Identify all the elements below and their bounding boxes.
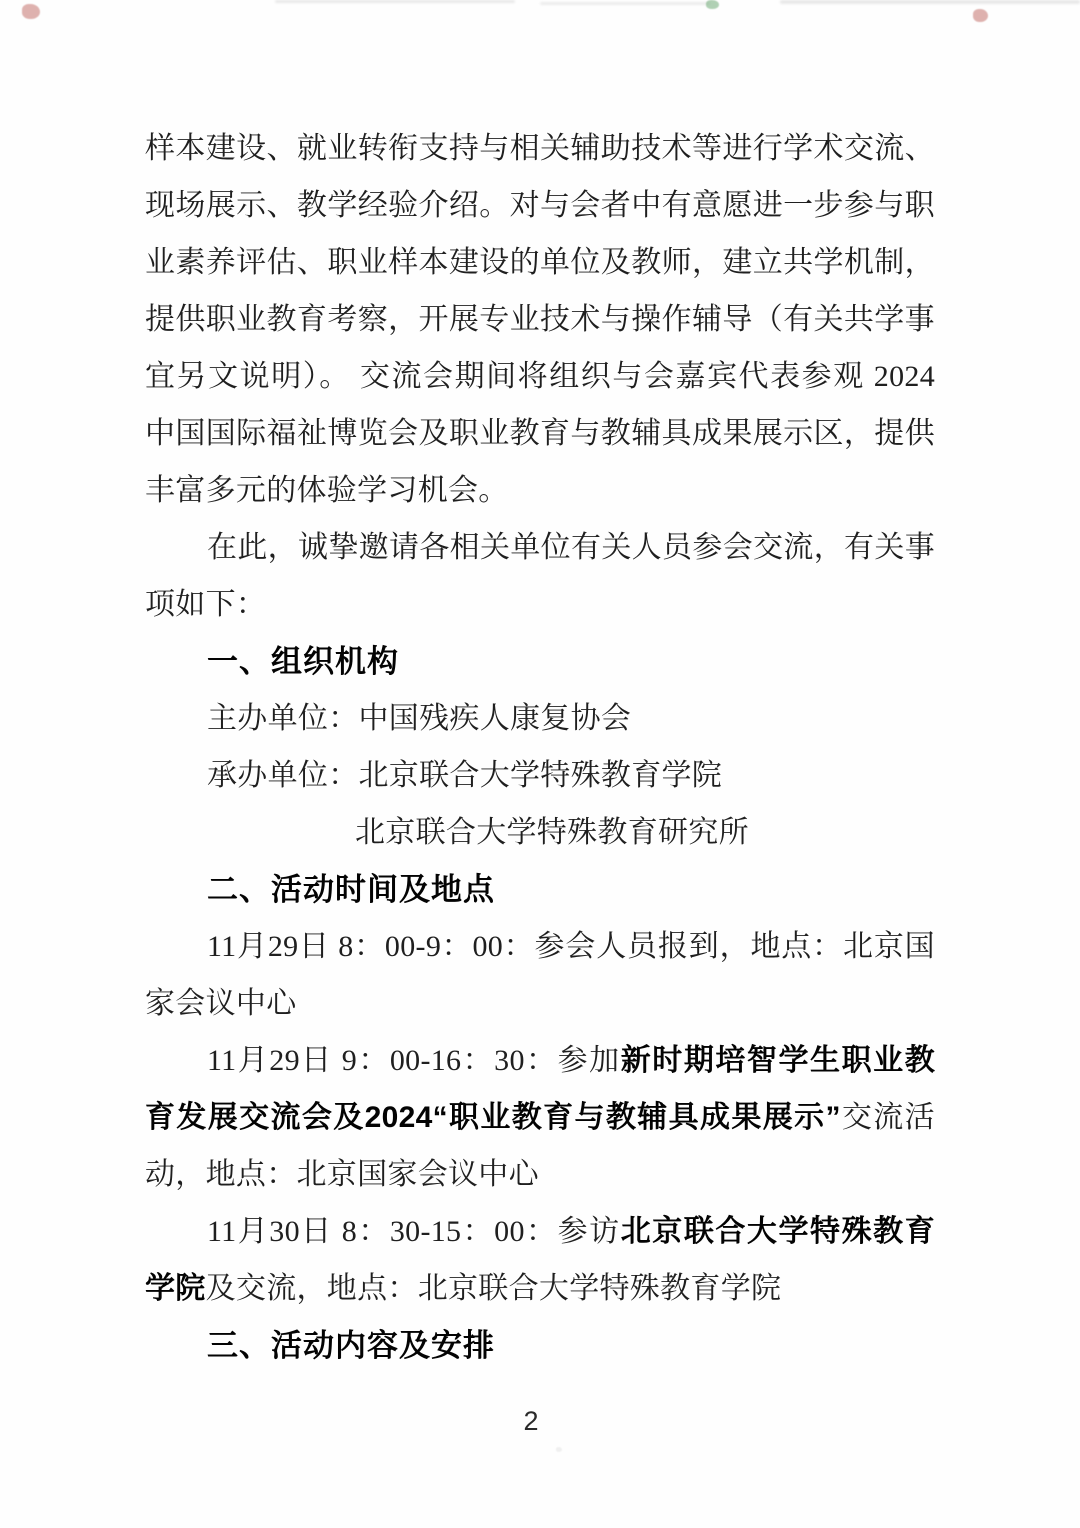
text-line [145,1032,935,1089]
text-line [145,1260,935,1317]
text-line [145,747,935,804]
text-run: 动，地点：北京国家会议中心 [145,1158,539,1191]
text-line [145,234,935,291]
text-line [145,177,935,234]
text-line [145,348,935,405]
bold-text-run: 学院 [145,1272,206,1305]
text-line [145,1146,935,1203]
text-line [145,462,935,519]
section-heading [145,633,935,690]
text-run: 主办单位：中国残疾人康复协会 [207,702,632,735]
page-number: 2 [523,1406,539,1436]
text-line [145,690,935,747]
text-run: 业素养评估、职业样本建设的单位及教师，建立共学机制， [145,246,935,279]
bold-text-run: 新时期培智学生职业教 [620,1044,935,1077]
text-line [145,804,935,861]
scan-streak [780,0,1080,4]
text-run: 及交流，地点：北京联合大学特殊教育学院 [205,1272,782,1305]
text-line [145,1089,935,1146]
scan-artifact-red [22,4,40,19]
text-run: 宜另文说明）。 交流会期间将组织与会嘉宾代表参观 2024 [145,360,935,393]
section-heading [145,861,935,918]
text-run: 家会议中心 [145,987,297,1020]
text-run: 现场展示、教学经验介绍。对与会者中有意愿进一步参与职 [145,189,935,222]
text-line [145,405,935,462]
text-run: 项如下： [145,588,267,621]
bold-text-run: 三、活动内容及安排 [207,1328,495,1363]
bold-text-run: 北京联合大学特殊教育 [620,1215,935,1248]
text-run: 11月30日 8：30-15：00：参访 [207,1215,621,1248]
bold-text-run: 育发展交流会及2024“职业教育与教辅具成果展示” [145,1101,841,1134]
bold-text-run: 二、活动时间及地点 [207,872,495,907]
scan-artifact-red [973,9,988,22]
text-run: 中国国际福祉博览会及职业教育与教辅具成果展示区，提供 [145,417,935,450]
text-line [145,1203,935,1260]
text-run: 11月29日 9：00-16：30：参加 [207,1044,621,1077]
text-line [145,120,935,177]
scan-artifact-green [706,0,719,9]
text-run: 在此，诚挚邀请各相关单位有关人员参会交流，有关事 [207,531,935,564]
text-run: 承办单位：北京联合大学特殊教育学院 [207,759,723,792]
bold-text-run: 一、组织机构 [207,644,399,679]
text-line [145,519,935,576]
text-line [145,975,935,1032]
text-run: 北京联合大学特殊教育研究所 [355,816,749,849]
text-run: 11月29日 8：00-9：00：参会人员报到，地点：北京国 [207,930,935,963]
scan-streak [275,0,515,3]
text-line [145,291,935,348]
section-heading [145,1317,935,1374]
document-body [145,120,935,1374]
text-line [145,576,935,633]
text-run: 样本建设、就业转衔支持与相关辅助技术等进行学术交流、 [145,132,935,165]
text-run: 丰富多元的体验学习机会。 [145,474,509,507]
text-line [145,918,935,975]
text-run: 交流活 [840,1101,935,1134]
text-run: 提供职业教育考察，开展专业技术与操作辅导（有关共学事 [145,303,935,336]
scan-streak [540,2,710,5]
scan-artifact-dot [556,1447,562,1452]
